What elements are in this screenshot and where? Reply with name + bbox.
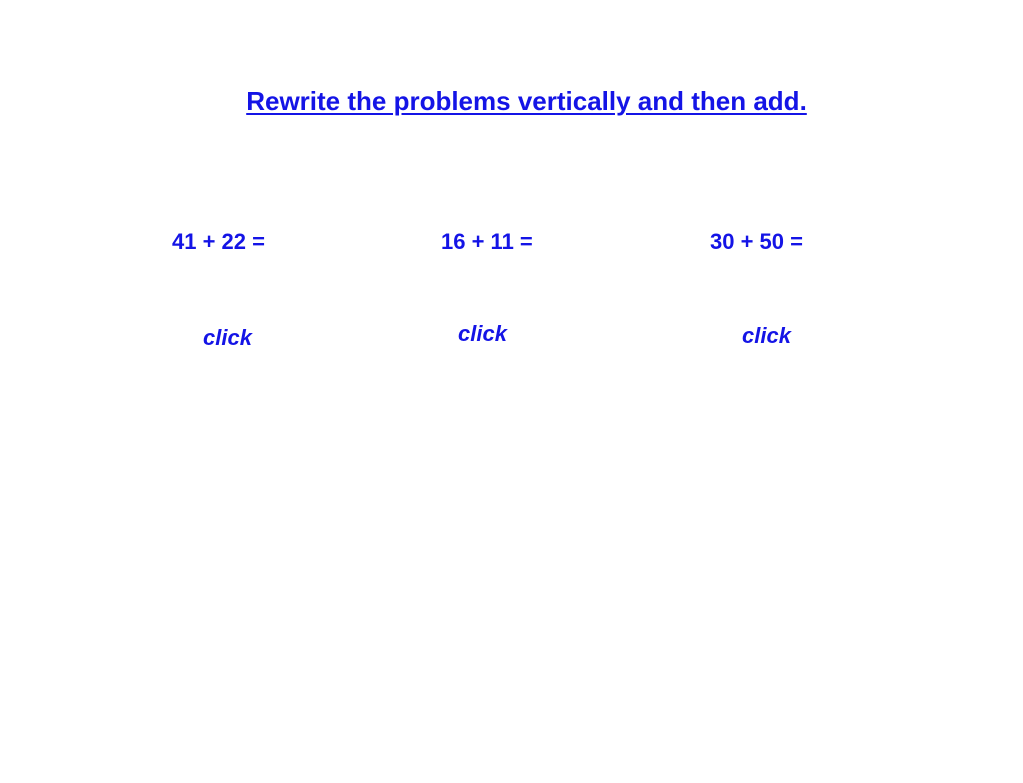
- problem-1-click-link[interactable]: click: [203, 325, 252, 350]
- problem-2-expression: 16 + 11 =: [441, 229, 533, 254]
- problem-2-click-link[interactable]: click: [458, 321, 507, 346]
- problem-3-click-link[interactable]: click: [742, 323, 791, 348]
- problem-1-expression: 41 + 22 =: [172, 229, 265, 254]
- problem-3-expression: 30 + 50 =: [710, 229, 803, 254]
- instruction-title: Rewrite the problems vertically and then add.: [246, 86, 807, 116]
